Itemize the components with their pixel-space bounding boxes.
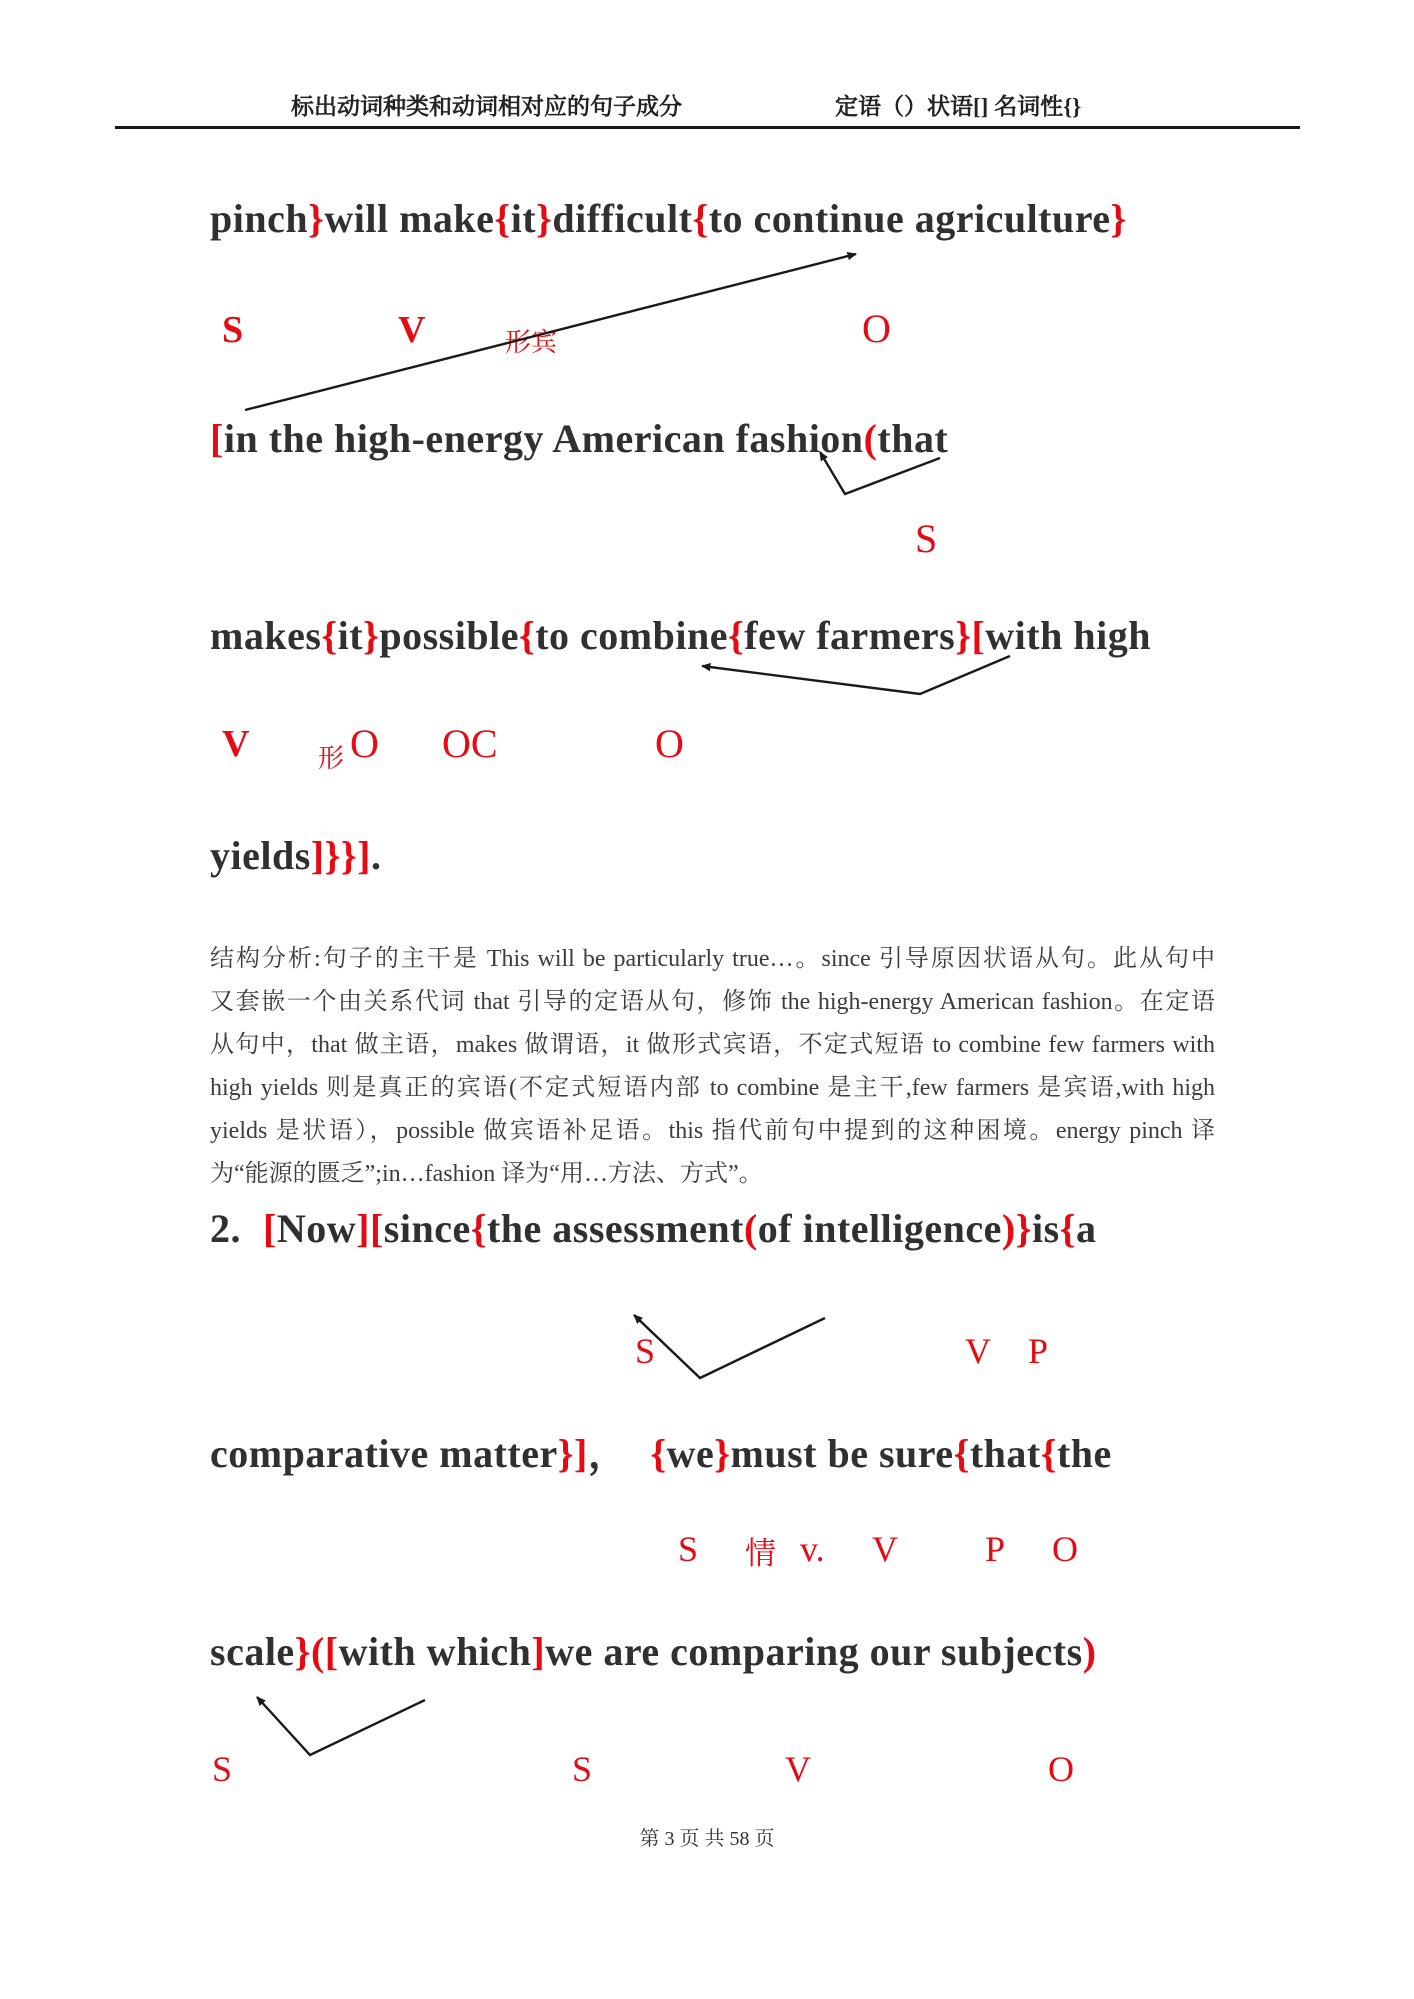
arrow-of-to-assessment	[634, 1315, 825, 1378]
grammar-label-v3: V	[965, 1331, 991, 1371]
sentence1-line4: yields]}}].	[210, 833, 382, 878]
grammar-label-o4: O	[1048, 1749, 1074, 1789]
grammar-label-s3: S	[635, 1331, 656, 1371]
grammar-label-s: S	[222, 309, 244, 351]
sentence1-line2: [in the high-energy American fashion(that	[210, 416, 949, 461]
paragraph-line: 为“能源的匮乏”;in…fashion 译为“用…方法、方式”。	[210, 1161, 763, 1187]
paragraph-line: 结构分析:句子的主干是 This will be particularly true…。since 引导原因状语从句。此从句中	[210, 946, 1215, 972]
grammar-label-o2: O	[655, 721, 684, 766]
grammar-label-v2: V	[222, 723, 250, 765]
paragraph-line: 又套嵌一个由关系代词 that 引导的定语从句，修饰 the high-energy American fashion。在定语	[210, 989, 1215, 1015]
grammar-label-s-clause: S	[915, 516, 938, 561]
paragraph-line: yields 是状语），possible 做宾语补足语。this 指代前句中提到的这种困境。energy pinch 译	[210, 1118, 1215, 1144]
grammar-label-qing: 情	[745, 1536, 776, 1571]
grammar-label-o3: O	[1052, 1529, 1078, 1569]
grammar-label-p: P	[1028, 1331, 1049, 1371]
header-rule	[115, 126, 1300, 129]
grammar-label-p2: P	[985, 1529, 1006, 1569]
sentence2-line1: 2. [Now][since{the assessment(of intelligence)}is{a	[210, 1206, 1097, 1251]
grammar-label-v: V	[398, 309, 426, 351]
grammar-label-s5: S	[212, 1749, 233, 1789]
sentence1-line1: pinch}will make{it}difficult{to continue agriculture}	[210, 196, 1127, 241]
header-left-title: 标出动词种类和动词相对应的句子成分	[291, 94, 682, 119]
grammar-label-oc: OC	[442, 721, 498, 766]
grammar-label-xing: 形	[318, 744, 345, 773]
arrow-which-to-scale	[257, 1697, 425, 1755]
grammar-label-s6: S	[572, 1749, 593, 1789]
grammar-label-xingbin: 形宾	[505, 328, 558, 357]
paragraph-line: 从句中，that 做主语，makes 做谓语，it 做形式宾语，不定式短语 to combine few farmers with	[210, 1032, 1215, 1058]
grammar-label-o1: O	[350, 721, 379, 766]
grammar-label-v4: V	[872, 1529, 898, 1569]
sentence2-line2: comparative matter}]， {we}must be sure{that{the	[210, 1431, 1112, 1476]
page-footer: 第 3 页 共 58 页	[639, 1828, 775, 1850]
sentence1-line3: makes{it}possible{to combine{few farmers}[with high	[210, 613, 1151, 658]
analysis-paragraph	[210, 938, 1215, 1196]
grammar-label-o: O	[862, 306, 891, 351]
sentence2-line3: scale}([with which]we are comparing our subjects)	[210, 1629, 1097, 1674]
grammar-label-vdot: v.	[800, 1529, 825, 1569]
arrow-with-to-combine	[702, 656, 1010, 694]
grammar-label-s4: S	[678, 1529, 699, 1569]
paragraph-line: high yields 则是真正的宾语(不定式短语内部 to combine 是主干,few farmers 是宾语,with high	[210, 1075, 1215, 1101]
grammar-label-v5: V	[785, 1749, 811, 1789]
header-right-legend: 定语（）状语[] 名词性{}	[835, 94, 1082, 119]
